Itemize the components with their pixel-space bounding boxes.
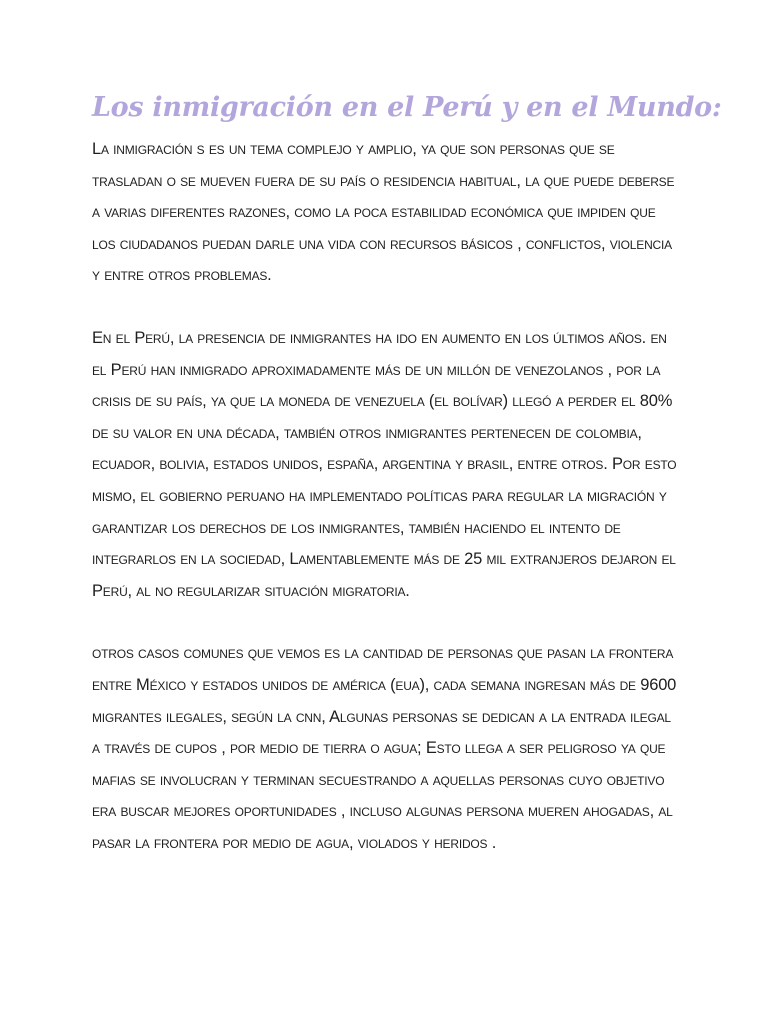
paragraph-2: En el Perú, la presencia de inmigrantes ha ido en aumento en los últimos años. en el Perú han inmigrado aproximadamente más de un millón de venezolanos , por la crisis de su país, ya que la moneda de venezuela (el bolívar) llegó a perder el 80% de su valor en una década, también otros inmigrantes pertenecen de colombia, ecuador, bolivia, estados unidos, españa, argentina y brasil, entre otros. Por esto mismo, el gobierno peruano ha implementado políticas para regular la migración y garantizar los derechos de los inmigrantes, también haciendo el intento de integrarlos en la sociedad, Lamentablemente más de 25 mil extranjeros dejaron el Perú, al no regularizar situación migratoria. [92, 328, 677, 600]
document-title: Los inmigración en el Perú y en el Mundo: [92, 92, 722, 123]
paragraph-1: La inmigración s es un tema complejo y amplio, ya que son personas que se trasladan o se mueven fuera de su país o residencia habitual, la que puede deberse a varias diferentes razones, como la poca estabilidad económica que impiden que los ciudadanos puedan darle una vida con recursos básicos , conflictos, violencia y entre otros problemas. [92, 140, 675, 285]
document-page [92, 90, 722, 890]
paragraph-3: otros casos comunes que vemos es la cantidad de personas que pasan la frontera entre México y estados unidos de américa (eua), cada semana ingresan más de 9600 migrantes ilegales, según la cnn, Algunas personas se dedican a la entrada ilegal a través de cupos , por medio de tierra o agua; Esto llega a ser peligroso ya que mafias se involucran y terminan secuestrando a aquellas personas cuyo objetivo era buscar mejores oportunidades , incluso algunas persona mueren ahogadas, al pasar la frontera por medio de agua, violados y heridos . [92, 644, 677, 852]
